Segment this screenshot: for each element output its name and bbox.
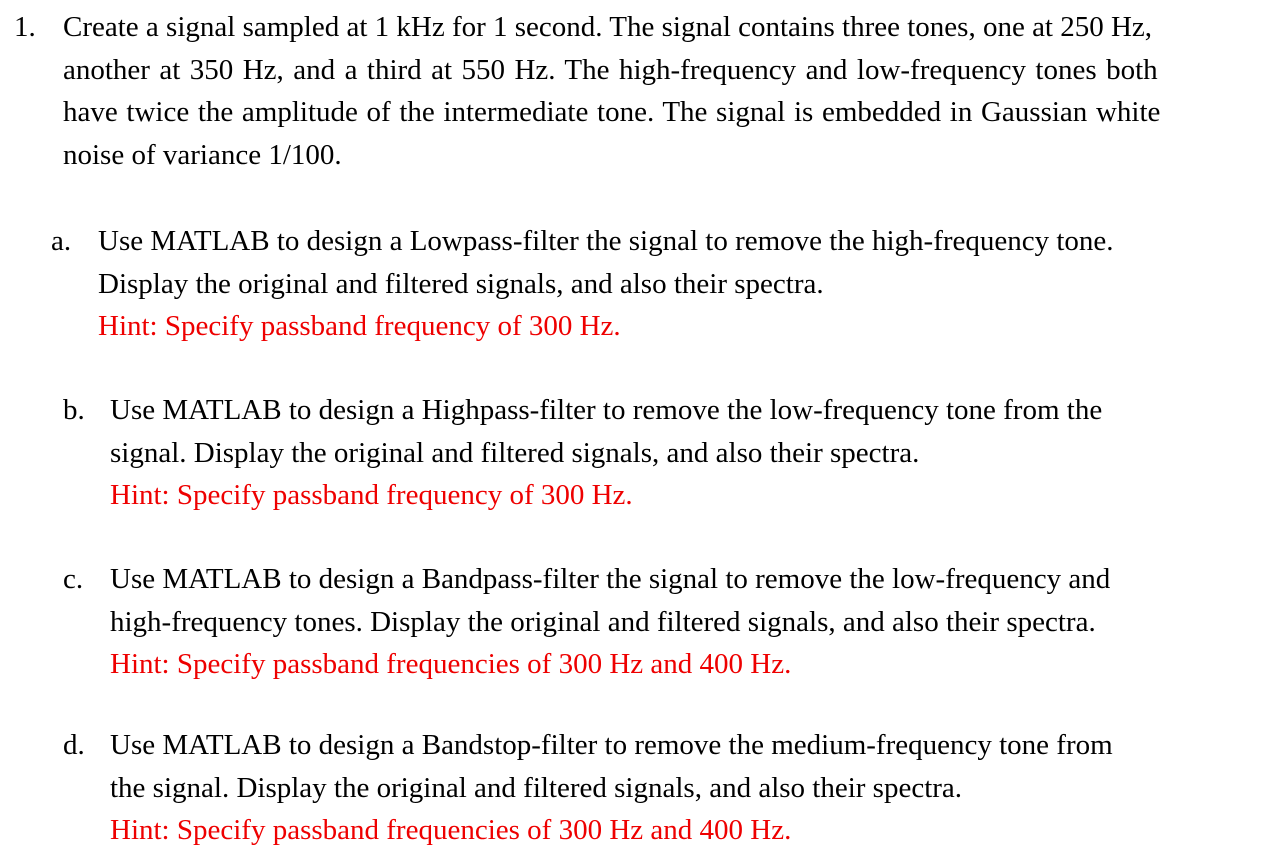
hint-text: Hint: Specify passband frequency of 300 Hz. <box>110 479 633 511</box>
part-line: Display the original and filtered signals, and also their spectra. <box>98 267 824 300</box>
hint-text: Hint: Specify passband frequencies of 300 Hz and 400 Hz. <box>110 814 792 846</box>
part-b-body <box>110 389 1102 517</box>
hint-text: Hint: Specify passband frequency of 300 Hz. <box>98 310 621 342</box>
part-line: Use MATLAB to design a Lowpass-filter the signal to remove the high-frequency tone. <box>98 225 1114 257</box>
problem-number: 1. <box>14 11 36 43</box>
hint-text: Hint: Specify passband frequencies of 300 Hz and 400 Hz. <box>110 648 792 680</box>
part-line: signal. Display the original and filtered signals, and also their spectra. <box>110 436 920 469</box>
problem-line: Create a signal sampled at 1 kHz for 1 second. The signal contains three tones, one at 250 Hz, <box>63 11 1153 43</box>
part-letter: c. <box>63 563 84 595</box>
part-line: Use MATLAB to design a Bandpass-filter the signal to remove the low-frequency and <box>110 563 1111 595</box>
part-line: the signal. Display the original and filtered signals, and also their spectra. <box>110 771 963 804</box>
part-line: Use MATLAB to design a Highpass-filter to remove the low-frequency tone from the <box>110 394 1103 426</box>
part-letter: a. <box>51 225 72 257</box>
part-c-body <box>110 558 1110 686</box>
problem-statement <box>63 6 1261 176</box>
part-line: Use MATLAB to design a Bandstop-filter to remove the medium-frequency tone from <box>110 729 1113 761</box>
part-letter: b. <box>63 394 85 426</box>
problem-line: noise of variance 1/100. <box>63 138 342 171</box>
part-letter: d. <box>63 729 85 761</box>
part-line: high-frequency tones. Display the original and filtered signals, and also their spectra. <box>110 605 1096 638</box>
part-d-body <box>110 724 1113 852</box>
problem-line: have twice the amplitude of the intermediate tone. The signal is embedded in Gaussian white <box>63 96 1161 128</box>
part-a-body <box>98 220 1114 348</box>
problem-line: another at 350 Hz, and a third at 550 Hz. The high-frequency and low-frequency tones both <box>63 53 1158 86</box>
